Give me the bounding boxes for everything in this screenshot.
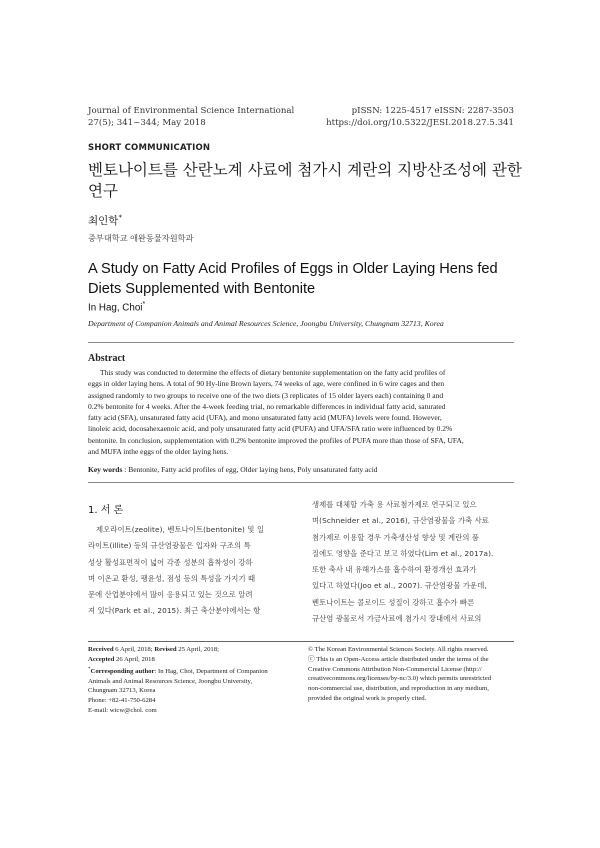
accepted-date: 26 April, 2018 (114, 655, 155, 663)
abstract-line: This study was conducted to determine the effects of dietary bentonite supplementation on the fatty acid profiles of (100, 368, 446, 377)
corresponding-text: : In Hag, Choi, Department of Companion (154, 667, 268, 675)
email-link[interactable]: E-mail: wicw@chol. com (88, 707, 157, 715)
keywords-bottom-rule (88, 482, 514, 483)
keywords-label: Key words (88, 465, 123, 474)
english-title-line2: Diets Supplemented with Bentonite (88, 281, 316, 297)
body-line: 며 이온교 환성, 팽윤성, 점성 등의 특성을 가지기 때 (88, 573, 256, 583)
english-author-name: In Hag, Choi (88, 302, 143, 314)
body-line: 며(Schneider et al., 2016), 규산염광물을 가축 사료 (312, 516, 489, 526)
abstract-line: bentonite. In conclusion, supplementation with 0.2% bentonite improved the profiles of PUFA more than those of SFA, UFA, (88, 435, 464, 445)
body-line: 첨가제로 이용할 경우 가축생산성 향상 및 계란의 품 (312, 532, 480, 542)
korean-title-line2: 연구 (88, 182, 118, 200)
accepted-line (88, 655, 293, 665)
footnote-right (308, 645, 516, 704)
abstract-line: and MUFA inthe eggs of the older laying hens. (88, 447, 229, 457)
abstract-line: 0.2% bentonite for 4 weeks. After the 4-week feeding trial, no remarkable differences in individual fatty acid, saturated (88, 401, 446, 411)
korean-author (88, 213, 122, 228)
body-line: 생제를 대체할 가축 용 사료첨가제로 연구되고 있으 (312, 500, 477, 509)
received-label: Received (88, 646, 114, 653)
journal-header (88, 105, 294, 129)
issn-header (326, 105, 514, 129)
license-line: non-commercial use, distribution, and reproduction in any medium, (308, 685, 489, 693)
abstract-line: assigned randomly to two groups to receive one of the two diets (3 replicates of 15 older layers each) containing 0 and (88, 390, 444, 400)
intro-right-column (312, 497, 516, 627)
revised-label: Revised (154, 646, 177, 653)
abstract-body (88, 367, 514, 457)
abstract-line: fatty acid (SFA), unsaturated fatty acid (UFA), and mono unsaturated fatty acid (MUFA) levels were found. However, (88, 413, 442, 423)
body-line: 성상 활성표면적이 넓어 각종 성분의 흡착성이 강하 (88, 557, 253, 567)
english-author (88, 301, 145, 313)
license-line: provided the original work is properly cited. (308, 694, 427, 702)
english-author-mark: * (142, 301, 146, 308)
body-line: 져 있다(Park et al., 2015). 최근 축산분야에서는 항 (88, 606, 261, 616)
revised-date: 25 April, 2018; (176, 646, 219, 653)
doi-link[interactable]: https://doi.org/10.5322/JESI.2018.27.5.341 (326, 118, 514, 128)
body-line: 질에도 영향을 준다고 보고 하였다(Lim et al., 2017a). (312, 548, 494, 558)
journal-volume: 27(5); 341~344; May 2018 (88, 118, 206, 128)
body-line: 제오라이트(zeolite), 벤토나이트(bentonite) 및 일 (96, 525, 265, 534)
body-line: 또한 축사 내 유해가스를 흡수하여 환경개선 효과가 (312, 565, 477, 575)
license-line: ⓒ This is an Open-Access article distributed under the terms of the (308, 655, 489, 663)
korean-title (88, 160, 528, 202)
license-link[interactable]: creativecommons.org/licenses/by-nc/3.0) which permits unrestricted (308, 675, 492, 683)
issn: pISSN: 1225-4517 eISSN: 2287-3503 (351, 106, 514, 116)
english-affiliation: Department of Companion Animals and Animal Resources Science, Joongbu University, Chungnam 32713, Korea (88, 319, 444, 328)
received-date: 6 April, 2018; (113, 646, 155, 653)
received-line (88, 645, 293, 655)
phone: Phone: +82-41-750-6284 (88, 697, 156, 705)
abstract-line: eggs in older laying hens. A total of 90 Hy-line Brown layers, 74 weeks of age, were confined in 6 wire cages and then (88, 379, 445, 389)
body-line: 문에 산업분야에서 많이 응용되고 있는 것으로 알려 (88, 590, 253, 600)
footnote-left (88, 645, 293, 716)
accepted-label: Accepted (88, 655, 115, 663)
copyright-line: © The Korean Environmental Sciences Society. All rights reserved. (308, 646, 489, 653)
korean-author-mark: * (118, 213, 122, 222)
corresponding-line: *Corresponding author: In Hag, Choi, Department of Companion (88, 666, 268, 675)
footnote-rule (88, 641, 514, 642)
body-line: 규산염 광물로서 가금사료에 첨가시 장내에서 사료의 (312, 614, 482, 624)
keywords (88, 465, 378, 474)
section-heading-introduction: 1. 서 론 (88, 505, 124, 516)
korean-affiliation: 중부대학교 애완동물자원학과 (88, 233, 194, 243)
body-line: 라이트(illite) 등의 규산염광물은 입자와 구조의 특 (88, 541, 251, 551)
abstract-line: linoleic acid, docosahexaenoic acid, and poly unsaturated fatty acid (PUFA) and UFA/SFA ratio were influenced by 0.2% (88, 424, 453, 434)
keywords-text: : Bentonite, Fatty acid profiles of egg, Older laying hens, Poly unsaturated fatty acid (122, 465, 378, 474)
corresponding-label: Corresponding author (90, 667, 155, 675)
abstract-heading: Abstract (88, 353, 126, 364)
corresponding-line: Chungnam 32713, Korea (88, 687, 156, 695)
corresponding-line: Animals and Animal Resources Science, Joongbu University, (88, 677, 253, 685)
korean-author-name: 최인학 (88, 215, 119, 227)
abstract-top-rule (88, 342, 514, 343)
body-line: 있다고 하였다(Joo et al., 2007). 규산염광물 가운데, (312, 581, 487, 591)
journal-name: Journal of Environmental Science International (88, 106, 295, 116)
english-title (88, 259, 528, 299)
body-line: 벤토나이트는 콜로이드 성질이 강하고 흡수가 빠른 (312, 597, 475, 607)
license-line: Creative Commons Attribution Non-Commercial License (http:// (308, 665, 482, 673)
korean-title-line1: 벤토나이트를 산란노계 사료에 첨가시 계란의 지방산조성에 관한 (88, 161, 522, 179)
article-type: SHORT COMMUNICATION (88, 143, 211, 153)
english-title-line1: A Study on Fatty Acid Profiles of Eggs in Older Laying Hens fed (88, 261, 498, 277)
intro-left-column (88, 522, 288, 620)
